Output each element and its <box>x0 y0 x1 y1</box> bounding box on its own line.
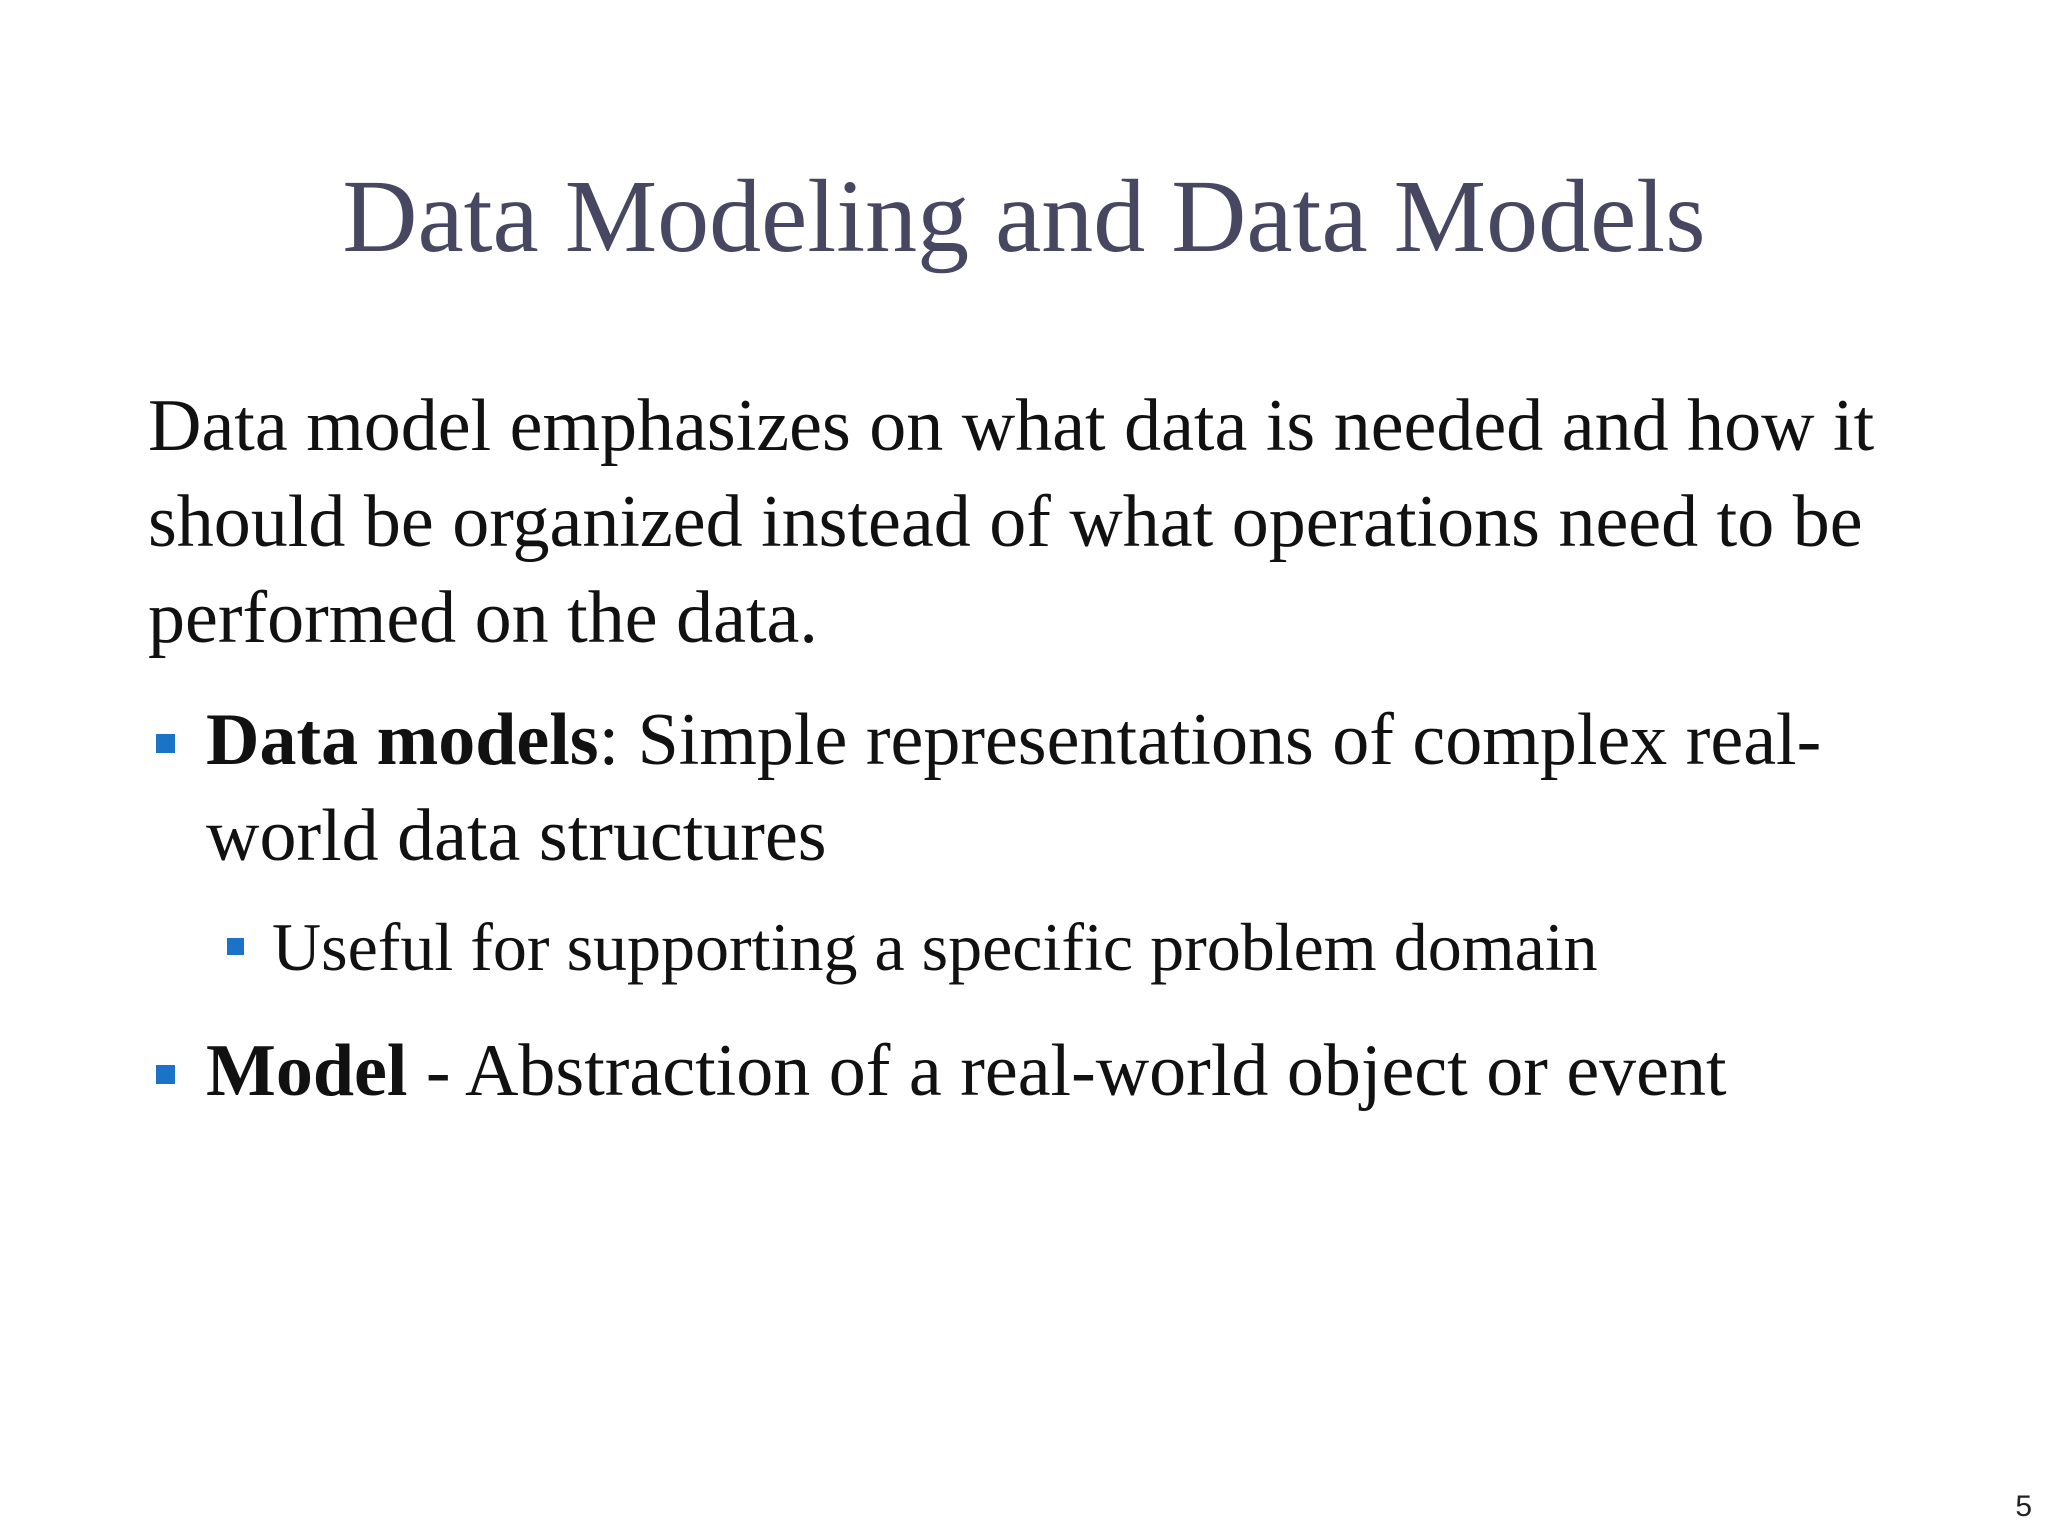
square-bullet-icon <box>156 734 175 753</box>
page-number: 5 <box>2015 1490 2032 1523</box>
bullet-text: Simple representations of complex real-world data structures <box>206 699 1822 877</box>
sub-bullet-problem-domain <box>272 902 1912 992</box>
sub-bullet-text: Useful for supporting a specific problem domain <box>272 909 1598 985</box>
square-bullet-icon <box>227 938 244 955</box>
intro-paragraph: Data model emphasizes on what data is needed and how it should be organized instead of what operations need to be performed on the data. <box>148 385 1875 659</box>
bullet-model <box>206 1023 1966 1119</box>
bullet-data-models <box>206 692 1906 884</box>
bullet-separator: - <box>407 1030 465 1112</box>
bullet-text: Abstraction of a real-world object or event <box>464 1030 1727 1112</box>
slide-title: Data Modeling and Data Models <box>342 159 1706 274</box>
bullet-term: Model <box>206 1030 408 1112</box>
square-bullet-icon <box>156 1065 175 1084</box>
bullet-term: Data models <box>206 699 599 781</box>
bullet-separator: : <box>598 699 638 781</box>
